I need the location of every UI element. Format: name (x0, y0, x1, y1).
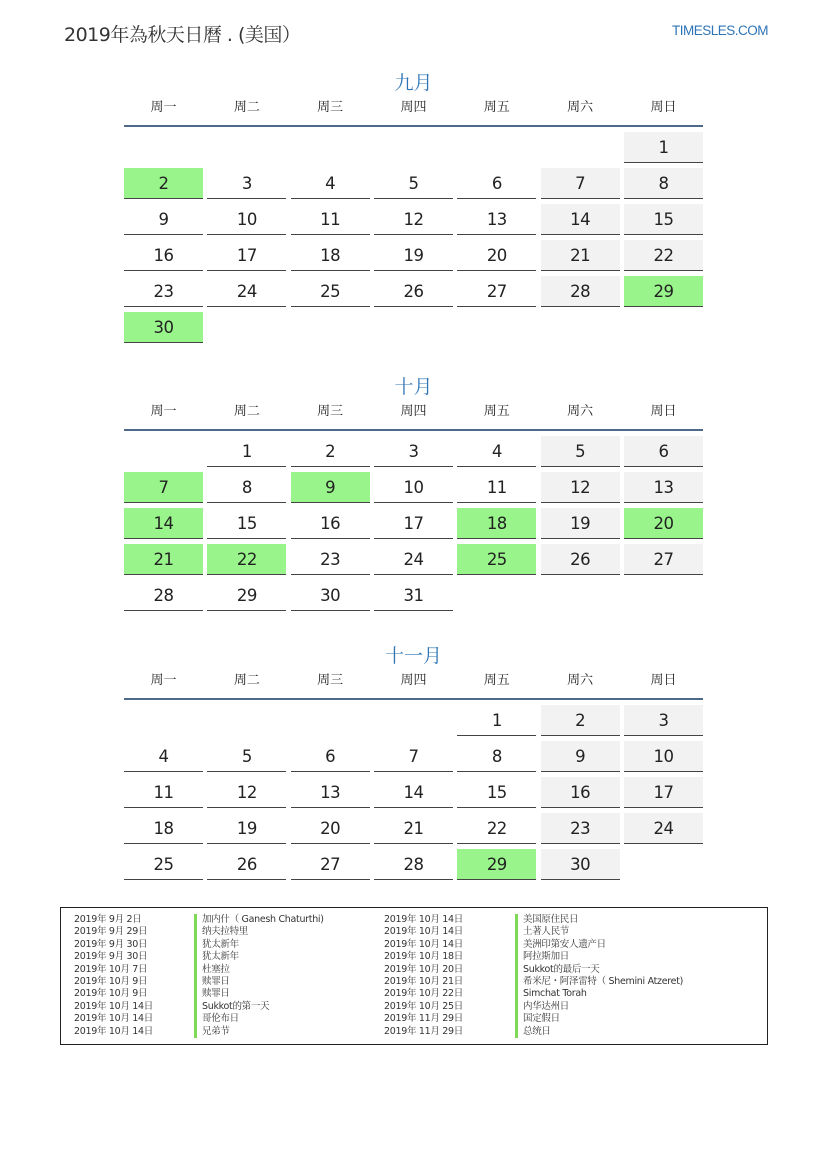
day-cell: 31 (374, 580, 453, 611)
day-cell: 26 (207, 849, 286, 880)
holiday-date: 2019年 9月 2日 (74, 914, 142, 925)
day-cell: 5 (207, 741, 286, 772)
day-cell: 24 (624, 813, 703, 844)
empty-cell (124, 705, 203, 736)
weekday-label: 周六 (567, 100, 594, 115)
day-cell: 23 (291, 544, 370, 575)
month-calendar (124, 372, 703, 616)
holiday-date: 2019年 10月 14日 (384, 938, 463, 950)
weekday-label: 周日 (650, 404, 677, 419)
empty-cell (207, 705, 286, 736)
day-cell: 24 (207, 276, 286, 307)
day-cell: 2 (291, 436, 370, 467)
day-cell: 3 (624, 705, 703, 736)
day-grid (124, 705, 703, 885)
holiday-date: 2019年 10月 9日 (74, 976, 148, 988)
day-cell: 10 (207, 204, 286, 235)
holiday-name: 美国原住民日 (515, 914, 683, 926)
holiday-date: 2019年 10月 18日 (384, 951, 463, 963)
day-cell: 18 (291, 240, 370, 271)
holiday-date: 2019年 10月 22日 (384, 988, 463, 1000)
day-cell: 25 (291, 276, 370, 307)
day-cell: 22 (457, 813, 536, 844)
holiday-name: 纳夫拉特里 (194, 926, 324, 938)
day-cell: 19 (207, 813, 286, 844)
holiday-name: Simchat Torah (515, 988, 683, 1000)
holiday-date: 2019年 10月 14日 (74, 1025, 153, 1037)
holiday-name: 美洲印第安人遗产日 (515, 939, 683, 951)
holiday-date: 2019年 11月 29日 (384, 1025, 463, 1037)
weekday-label: 周日 (650, 100, 677, 115)
day-cell: 27 (624, 544, 703, 575)
day-cell: 17 (374, 508, 453, 539)
empty-cell (374, 705, 453, 736)
weekday-label: 周二 (233, 404, 260, 419)
day-cell: 16 (541, 777, 620, 808)
weekday-label: 周五 (483, 673, 510, 688)
holiday-name: 国定假日 (515, 1013, 683, 1025)
holiday-name: 总统日 (515, 1026, 683, 1038)
weekday-label: 周六 (567, 673, 594, 688)
empty-cell (291, 132, 370, 163)
weekday-header (124, 671, 703, 700)
day-cell: 15 (207, 508, 286, 539)
day-cell: 18 (124, 813, 203, 844)
day-cell: 8 (624, 168, 703, 199)
holiday-date: 2019年 10月 25日 (384, 1000, 463, 1012)
holiday-name: 赎罪日 (194, 976, 324, 988)
holiday-day-cell: 29 (457, 849, 536, 880)
weekday-label: 周一 (150, 100, 177, 115)
day-cell: 5 (374, 168, 453, 199)
weekday-label: 周五 (483, 100, 510, 115)
day-grid (124, 436, 703, 616)
weekday-label: 周三 (317, 404, 344, 419)
day-cell: 1 (207, 436, 286, 467)
day-cell: 4 (124, 741, 203, 772)
day-cell: 6 (291, 741, 370, 772)
day-cell: 12 (207, 777, 286, 808)
holiday-date: 2019年 10月 14日 (74, 1013, 153, 1025)
holiday-day-cell: 20 (624, 508, 703, 539)
day-cell: 20 (457, 240, 536, 271)
day-cell: 8 (207, 472, 286, 503)
holiday-name: 阿拉斯加日 (515, 951, 683, 963)
holiday-name: 兄弟节 (194, 1026, 324, 1038)
day-cell: 17 (624, 777, 703, 808)
holiday-name: 赎罪日 (194, 988, 324, 1000)
day-cell: 15 (624, 204, 703, 235)
holiday-date: 2019年 10月 21日 (384, 976, 463, 988)
day-cell: 19 (541, 508, 620, 539)
day-cell: 11 (124, 777, 203, 808)
month-title: 九月 (394, 72, 433, 94)
holiday-name: 加内什（ Ganesh Chaturthi) (194, 914, 324, 926)
month-calendar (124, 68, 703, 348)
holiday-date: 2019年 10月 14日 (384, 914, 463, 925)
empty-cell (457, 132, 536, 163)
holiday-name: 杜塞拉 (194, 964, 324, 976)
empty-cell (291, 705, 370, 736)
day-cell: 4 (457, 436, 536, 467)
day-cell: 7 (374, 741, 453, 772)
day-cell: 4 (291, 168, 370, 199)
holiday-name: Sukkot的最后一天 (515, 964, 683, 976)
empty-cell (124, 436, 203, 467)
day-cell: 5 (541, 436, 620, 467)
holiday-name: Sukkot的第一天 (194, 1001, 324, 1013)
day-cell: 26 (374, 276, 453, 307)
day-cell: 12 (374, 204, 453, 235)
weekday-label: 周四 (400, 404, 427, 419)
holiday-date: 2019年 10月 9日 (74, 988, 148, 1000)
holiday-dates-right (384, 914, 463, 1038)
month-calendar (124, 641, 703, 885)
holiday-date: 2019年 11月 29日 (384, 1013, 463, 1025)
day-cell: 1 (624, 132, 703, 163)
day-cell: 9 (124, 204, 203, 235)
day-cell: 13 (624, 472, 703, 503)
weekday-label: 周三 (317, 673, 344, 688)
day-cell: 28 (541, 276, 620, 307)
holiday-dates-left (74, 914, 153, 1038)
day-cell: 2 (541, 705, 620, 736)
holiday-date: 2019年 9月 30日 (74, 951, 148, 963)
holiday-day-cell: 25 (457, 544, 536, 575)
day-cell: 27 (457, 276, 536, 307)
day-cell: 16 (124, 240, 203, 271)
day-cell: 11 (457, 472, 536, 503)
weekday-label: 周四 (400, 673, 427, 688)
holiday-day-cell: 9 (291, 472, 370, 503)
weekday-header (124, 402, 703, 431)
day-cell: 1 (457, 705, 536, 736)
day-cell: 14 (541, 204, 620, 235)
day-cell: 17 (207, 240, 286, 271)
weekday-label: 周五 (483, 404, 510, 419)
holiday-date: 2019年 9月 30日 (74, 938, 148, 950)
weekday-label: 周一 (150, 673, 177, 688)
day-cell: 9 (541, 741, 620, 772)
day-cell: 6 (624, 436, 703, 467)
holiday-date: 2019年 10月 14日 (384, 926, 463, 938)
month-title: 十一月 (384, 645, 442, 667)
page-title: 2019年為秋天日曆 . (美国） (64, 24, 301, 46)
day-cell: 14 (374, 777, 453, 808)
weekday-label: 周六 (567, 404, 594, 419)
holiday-day-cell: 14 (124, 508, 203, 539)
holiday-day-cell: 21 (124, 544, 203, 575)
day-cell: 7 (541, 168, 620, 199)
holiday-name: 希米尼・阿泽雷特（ Shemini Atzeret) (515, 976, 683, 988)
day-grid (124, 132, 703, 348)
day-cell: 11 (291, 204, 370, 235)
month-title: 十月 (394, 376, 433, 398)
holiday-date: 2019年 10月 20日 (384, 963, 463, 975)
day-cell: 16 (291, 508, 370, 539)
holiday-date: 2019年 9月 29日 (74, 926, 148, 938)
day-cell: 8 (457, 741, 536, 772)
empty-cell (541, 132, 620, 163)
weekday-header (124, 98, 703, 127)
holiday-day-cell: 22 (207, 544, 286, 575)
day-cell: 13 (291, 777, 370, 808)
day-cell: 22 (624, 240, 703, 271)
holiday-name: 土著人民节 (515, 926, 683, 938)
empty-cell (124, 132, 203, 163)
holiday-name: 犹太新年 (194, 939, 324, 951)
day-cell: 6 (457, 168, 536, 199)
day-cell: 28 (124, 580, 203, 611)
site-brand[interactable]: TIMESLES.COM (671, 23, 768, 38)
weekday-label: 周四 (400, 100, 427, 115)
weekday-label: 周一 (150, 404, 177, 419)
day-cell: 3 (207, 168, 286, 199)
day-cell: 23 (541, 813, 620, 844)
holiday-name: 哥伦布日 (194, 1013, 324, 1025)
holiday-day-cell: 30 (124, 312, 203, 343)
day-cell: 15 (457, 777, 536, 808)
holiday-list (60, 907, 768, 1045)
day-cell: 27 (291, 849, 370, 880)
weekday-label: 周二 (233, 673, 260, 688)
day-cell: 24 (374, 544, 453, 575)
holiday-name: 内华达州日 (515, 1001, 683, 1013)
weekday-label: 周日 (650, 673, 677, 688)
day-cell: 12 (541, 472, 620, 503)
holiday-day-cell: 7 (124, 472, 203, 503)
weekday-label: 周二 (233, 100, 260, 115)
day-cell: 13 (457, 204, 536, 235)
day-cell: 25 (124, 849, 203, 880)
holiday-day-cell: 29 (624, 276, 703, 307)
holiday-names-right (515, 914, 683, 1038)
day-cell: 23 (124, 276, 203, 307)
day-cell: 30 (541, 849, 620, 880)
holiday-day-cell: 18 (457, 508, 536, 539)
holiday-name: 犹太新年 (194, 951, 324, 963)
holiday-date: 2019年 10月 7日 (74, 963, 148, 975)
day-cell: 28 (374, 849, 453, 880)
day-cell: 21 (374, 813, 453, 844)
day-cell: 3 (374, 436, 453, 467)
holiday-names-left (194, 914, 324, 1038)
day-cell: 26 (541, 544, 620, 575)
day-cell: 10 (374, 472, 453, 503)
weekday-label: 周三 (317, 100, 344, 115)
day-cell: 20 (291, 813, 370, 844)
day-cell: 30 (291, 580, 370, 611)
empty-cell (207, 132, 286, 163)
day-cell: 29 (207, 580, 286, 611)
day-cell: 19 (374, 240, 453, 271)
day-cell: 21 (541, 240, 620, 271)
holiday-day-cell: 2 (124, 168, 203, 199)
day-cell: 10 (624, 741, 703, 772)
empty-cell (374, 132, 453, 163)
holiday-date: 2019年 10月 14日 (74, 1000, 153, 1012)
